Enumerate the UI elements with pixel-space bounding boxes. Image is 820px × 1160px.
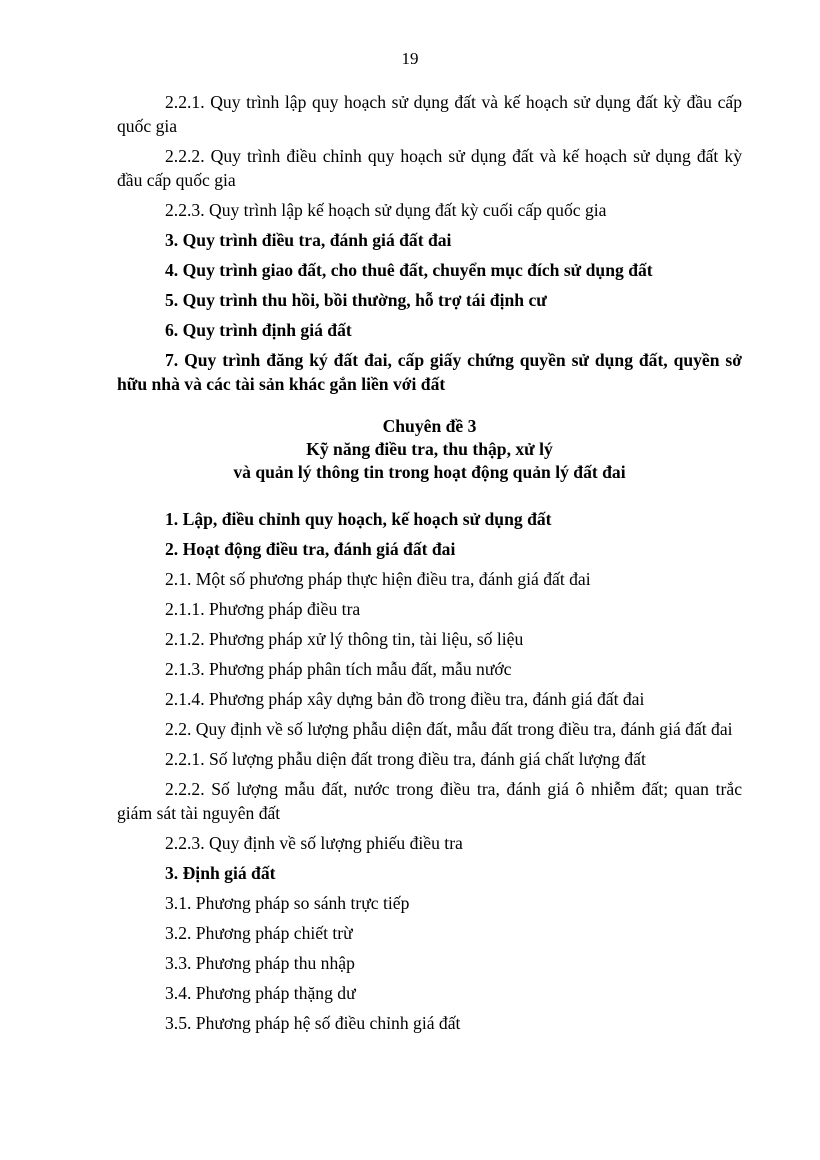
paragraph: 2.2.2. Quy trình điều chỉnh quy hoạch sử dụng đất và kế hoạch sử dụng đất kỳ đầu cấp quốc gia [117,146,742,190]
section-heading: 3. Quy trình điều tra, đánh giá đất đai [165,230,452,250]
paragraph: 3.2. Phương pháp chiết trừ [165,923,353,943]
section-heading: 1. Lập, điều chỉnh quy hoạch, kế hoạch sử dụng đất [165,509,552,529]
section-heading: 3. Định giá đất [165,863,276,883]
paragraph: 2.2.2. Số lượng mẫu đất, nước trong điều tra, đánh giá ô nhiễm đất; quan trắc giám sát tài nguyên đất [117,779,742,823]
paragraph: 3.3. Phương pháp thu nhập [165,953,355,973]
section-heading: 4. Quy trình giao đất, cho thuê đất, chuyển mục đích sử dụng đất [165,260,653,280]
paragraph: 2.2.3. Quy trình lập kế hoạch sử dụng đất kỳ cuối cấp quốc gia [165,200,607,220]
paragraph: 2.2.1. Quy trình lập quy hoạch sử dụng đất và kế hoạch sử dụng đất kỳ đầu cấp quốc gia [117,92,742,136]
paragraph: 2.1.1. Phương pháp điều tra [165,599,361,619]
paragraph: 2.1. Một số phương pháp thực hiện điều tra, đánh giá đất đai [165,569,591,589]
paragraph: 2.1.3. Phương pháp phân tích mẫu đất, mẫu nước [165,659,512,679]
section-heading: 6. Quy trình định giá đất [165,320,352,340]
paragraph: 3.5. Phương pháp hệ số điều chỉnh giá đất [165,1013,461,1033]
topic-title-line: và quản lý thông tin trong hoạt động quản lý đất đai [233,462,626,482]
topic-heading [117,415,742,484]
document-body [117,90,742,1035]
section-heading: 2. Hoạt động điều tra, đánh giá đất đai [165,539,456,559]
paragraph: 3.4. Phương pháp thặng dư [165,983,356,1003]
page-number: 19 [401,49,419,68]
paragraph: 2.2.1. Số lượng phẫu diện đất trong điều tra, đánh giá chất lượng đất [165,749,646,769]
paragraph: 2.1.2. Phương pháp xử lý thông tin, tài liệu, số liệu [165,629,524,649]
paragraph: 2.2. Quy định về số lượng phẫu diện đất, mẫu đất trong điều tra, đánh giá đất đai [165,719,733,739]
section-after [117,507,742,1035]
paragraph: 3.1. Phương pháp so sánh trực tiếp [165,893,410,913]
section-heading: 7. Quy trình đăng ký đất đai, cấp giấy chứng quyền sử dụng đất, quyền sở hữu nhà và các tài sản khác gắn liền với đất [117,350,742,394]
topic-title-line: Kỹ năng điều tra, thu thập, xử lý [306,439,553,459]
section-before [117,90,742,396]
paragraph: 2.2.3. Quy định về số lượng phiếu điều tra [165,833,463,853]
paragraph: 2.1.4. Phương pháp xây dựng bản đồ trong điều tra, đánh giá đất đai [165,689,645,709]
topic-number: Chuyên đề 3 [382,416,477,436]
section-heading: 5. Quy trình thu hồi, bồi thường, hỗ trợ tái định cư [165,290,547,310]
